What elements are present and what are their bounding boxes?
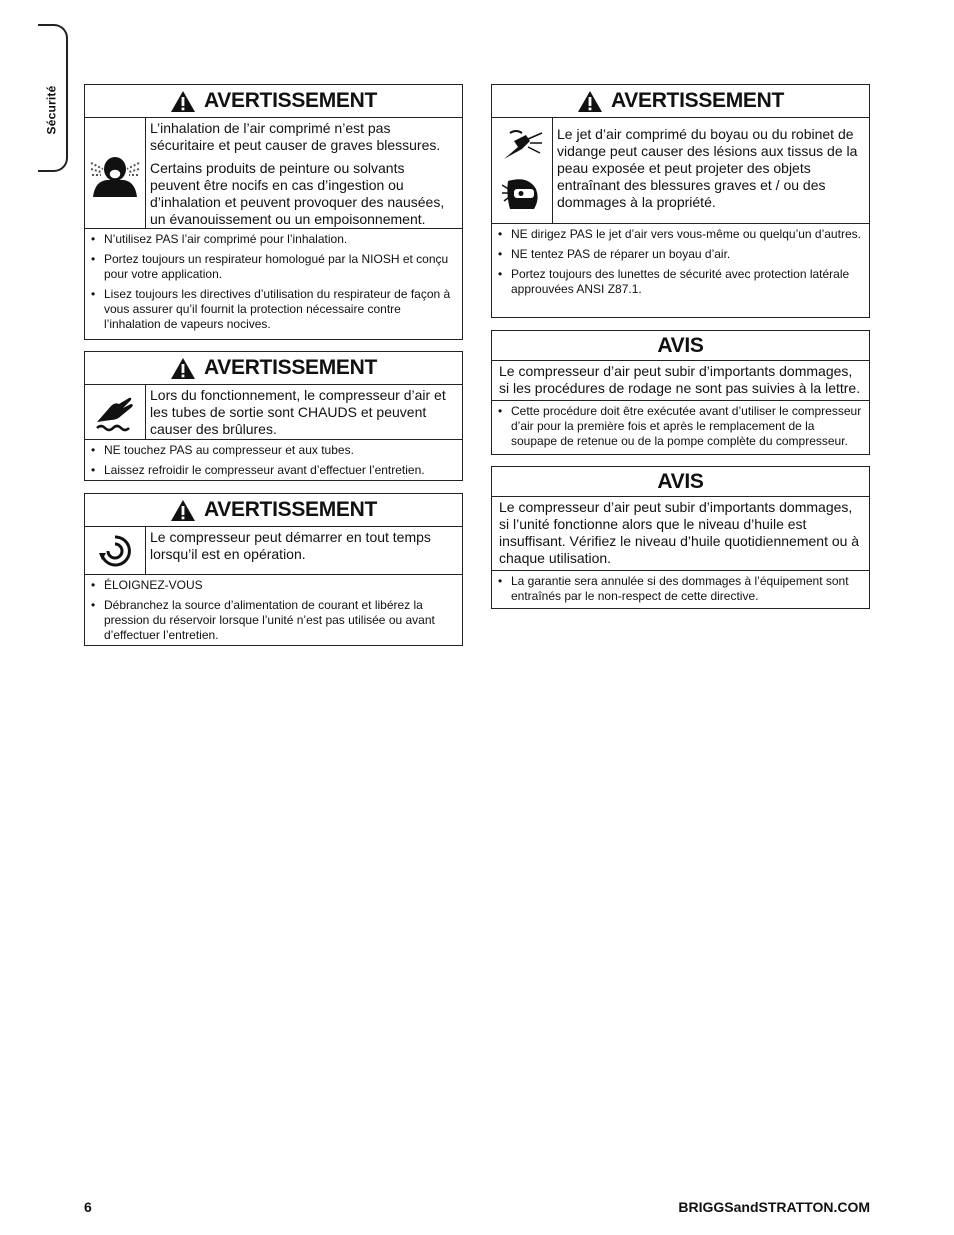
notice-header xyxy=(492,331,869,361)
warning-title: AVERTISSEMENT xyxy=(203,89,378,112)
list-item: • Portez toujours un respirateur homologué par la NIOSH et conçu pour votre application. xyxy=(89,252,456,282)
warning-header xyxy=(85,85,462,118)
warning-text: Le compresseur peut démarrer en tout temps lorsqu’il est en opération. xyxy=(150,529,431,562)
warning-text: Lors du fonctionnement, le compresseur d’air et les tubes de sortie sont CHAUDS et peuvent causer des brûlures. xyxy=(150,387,446,437)
warning-triangle-icon xyxy=(170,357,196,380)
warning-hot-surface xyxy=(84,351,463,481)
list-item: • Cette procédure doit être exécutée avant d’utiliser le compresseur d’air pour la première fois et après le remplacement de la soupape de retenue ou de la pompe complète du compresseur. xyxy=(496,404,863,449)
website-footer: BRIGGSandSTRATTON.COM xyxy=(678,1199,870,1215)
warning-header xyxy=(85,352,462,385)
warning-inhalation xyxy=(84,84,463,340)
auto-start-icon xyxy=(85,527,146,574)
warning-title: AVERTISSEMENT xyxy=(610,89,785,112)
list-item: • Débranchez la source d’alimentation de courant et libérez la pression du réservoir lorsque l’unité n’est pas utilisée ou avant d’effectuer l’entretien. xyxy=(89,598,456,643)
warning-air-jet xyxy=(491,84,870,318)
warning-text: L’inhalation de l’air comprimé n’est pas sécuritaire et peut causer de graves blessures. xyxy=(150,120,441,153)
warning-triangle-icon xyxy=(170,90,196,113)
warning-text: Le jet d’air comprimé du boyau ou du robinet de vidange peut causer des lésions aux tissus de la peau exposée et peut projeter des objets entraînant des blessures graves et / ou des dommages à la propriété. xyxy=(557,126,858,210)
respirator-icon xyxy=(85,118,146,228)
warning-header xyxy=(85,494,462,527)
notice-text: Le compresseur d’air peut subir d’importants dommages, si les procédures de rodage ne sont pas suivies à la lettre. xyxy=(492,361,869,401)
section-tab-label: Sécurité xyxy=(44,85,58,135)
warning-title: AVERTISSEMENT xyxy=(203,498,378,521)
list-item: • NE touchez PAS au compresseur et aux tubes. xyxy=(89,443,456,458)
notice-title: AVIS xyxy=(657,469,704,493)
warning-triangle-icon xyxy=(577,90,603,113)
warning-header xyxy=(492,85,869,118)
warning-title: AVERTISSEMENT xyxy=(203,356,378,379)
notice-bullet-list xyxy=(492,401,869,455)
notice-bullet-list xyxy=(492,571,869,610)
notice-break-in xyxy=(491,330,870,455)
hot-surface-icon xyxy=(85,385,146,439)
warning-bullet-list xyxy=(85,229,462,336)
list-item: • Laissez refroidir le compresseur avant d’effectuer l’entretien. xyxy=(89,463,456,478)
air-blow-gun-icon xyxy=(500,127,544,165)
section-tab-label-wrap xyxy=(44,80,58,140)
notice-text: Le compresseur d’air peut subir d’importants dommages, si l’unité fonctionne alors que le niveau d’huile est insuffisant. Vérifiez le niveau d’huile quotidiennement ou à chaque utilisation. xyxy=(492,497,869,571)
list-item: • NE dirigez PAS le jet d’air vers vous-même ou quelqu’un d’autres. xyxy=(496,227,863,242)
list-item: • ÉLOIGNEZ-VOUS xyxy=(89,578,456,593)
list-item: • Portez toujours des lunettes de sécurité avec protection latérale approuvées ANSI Z87.1. xyxy=(496,267,863,297)
warning-text: Certains produits de peinture ou solvants peuvent être nocifs en cas d’ingestion ou d’inhalation et peuvent provoquer des nausées, un évanouissement ou un empoisonnement. xyxy=(150,160,445,227)
page-number: 6 xyxy=(84,1199,92,1215)
icon-column xyxy=(492,118,553,223)
list-item: • N’utilisez PAS l’air comprimé pour l’inhalation. xyxy=(89,232,456,247)
warning-bullet-list xyxy=(85,575,462,647)
notice-oil-level xyxy=(491,466,870,609)
warning-auto-start xyxy=(84,493,463,646)
warning-bullet-list xyxy=(492,224,869,301)
warning-bullet-list xyxy=(85,440,462,482)
eye-protection-icon xyxy=(502,175,542,215)
warning-triangle-icon xyxy=(170,499,196,522)
list-item: • La garantie sera annulée si des dommages à l’équipement sont entraînés par le non-respect de cette directive. xyxy=(496,574,863,604)
list-item: • Lisez toujours les directives d’utilisation du respirateur de façon à vous assurer qu’il fournit la protection nécessaire contre l’inhalation de vapeurs nocives. xyxy=(89,287,456,332)
list-item: • NE tentez PAS de réparer un boyau d’air. xyxy=(496,247,863,262)
notice-title: AVIS xyxy=(657,333,704,357)
notice-header xyxy=(492,467,869,497)
